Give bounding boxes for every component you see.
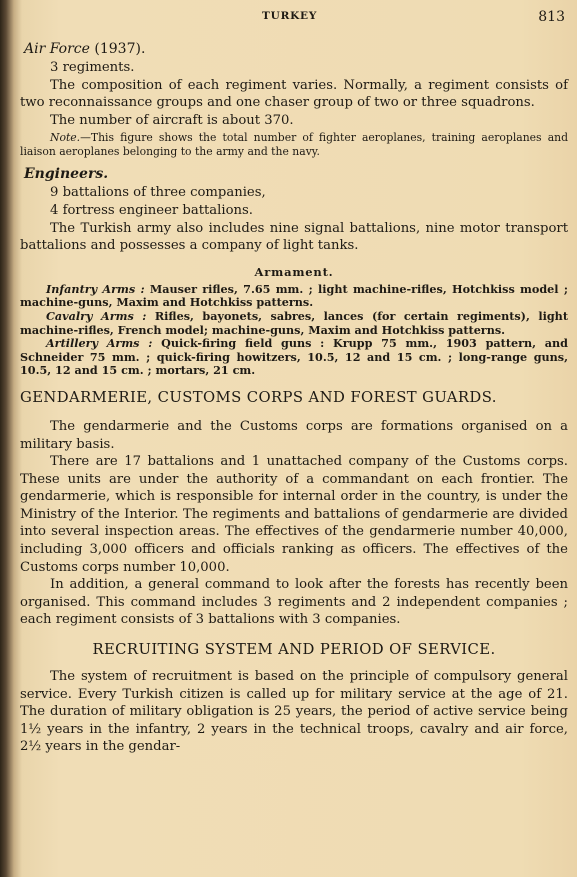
section-engineers [20,165,568,254]
section-recruiting [20,641,568,756]
air-force-regiments: 3 regiments. [50,60,135,75]
engineers-line-2: 4 fortress engineer battalions. [50,202,253,218]
air-force-heading: Air Force (1937). [24,41,146,57]
engineers-line-1: 9 battalions of three companies, [50,185,266,201]
section-air-force [20,40,568,159]
air-force-note: Note.—This figure shows the total number of fighter aeroplanes, training aeroplanes and liaison aeroplanes belonging to the army and the navy. [20,131,568,159]
section-gendarmerie [20,388,568,629]
section-armament [20,265,568,378]
recruiting-heading: RECRUITING SYSTEM AND PERIOD OF SERVICE. [92,641,496,659]
armament-artillery: Artillery Arms : Quick-firing field guns : Krupp 75 mm., 1903 pattern, and Schneider 75 mm. ; quick-firing howitzers, 10.5, 12 and 15 cm. ; long-range guns, 10.5, 12 and 15 cm. ; mortars, 21 cm. [20,336,568,378]
armament-infantry: Infantry Arms : Mauser rifles, 7.65 mm. ; light machine-rifles, Hotchkiss model ; machine-guns, Maxim and Hotchkiss patterns. [20,281,568,310]
armament-cavalry: Cavalry Arms : Rifles, bayonets, sabres, lances (for certain regiments), light machine-rifles, French model; machine-guns, Maxim and Hotchkiss patterns. [20,308,568,337]
gendarmerie-para-1: The gendarmerie and the Customs corps are formations organised on a military basis. [20,418,568,452]
gendarmerie-para-2: There are 17 battalions and 1 unattached company of the Customs corps. These units are under the authority of a commandant on each frontier. The gendarmerie, which is responsible for internal order in the country, is under the Ministry of the Interior. The regiments and battalions of gendarmerie are divided into several inspection areas. The effectives of the gendarmerie number 40,000, including 3,000 officers and officials ranking as officers. The effectives of the Customs corps number 10,000. [20,454,568,575]
air-force-aircraft-count: The number of aircraft is about 370. [50,112,294,128]
gendarmerie-heading: GENDARMERIE, CUSTOMS CORPS AND FOREST GUARDS. [20,388,497,406]
header-title: TURKEY [262,10,318,22]
page-number: 813 [538,9,565,25]
page-content [20,40,568,756]
engineers-heading: Engineers. [24,166,109,183]
running-header [0,9,577,27]
engineers-line-3: The Turkish army also includes nine signal battalions, nine motor transport battalions and possesses a company of light tanks. [20,220,568,254]
recruiting-para-1: The system of recruitment is based on the principle of compulsory general service. Every Turkish citizen is called up for military service at the age of 21. The duration of military obligation is 25 years, the period of active service being 1½ years in the infantry, 2 years in the technical troops, cavalry and air force, 2½ years in the gendar- [20,669,568,755]
air-force-composition: The composition of each regiment varies. Normally, a regiment consists of two reconnaissance groups and one chaser group of two or three squadrons. [20,77,568,111]
gendarmerie-para-3: In addition, a general command to look after the forests has recently been organised. This command includes 3 regiments and 2 independent companies ; each regiment consists of 3 battalions with 3 companies. [20,577,568,628]
armament-heading: Armament. [254,264,334,279]
